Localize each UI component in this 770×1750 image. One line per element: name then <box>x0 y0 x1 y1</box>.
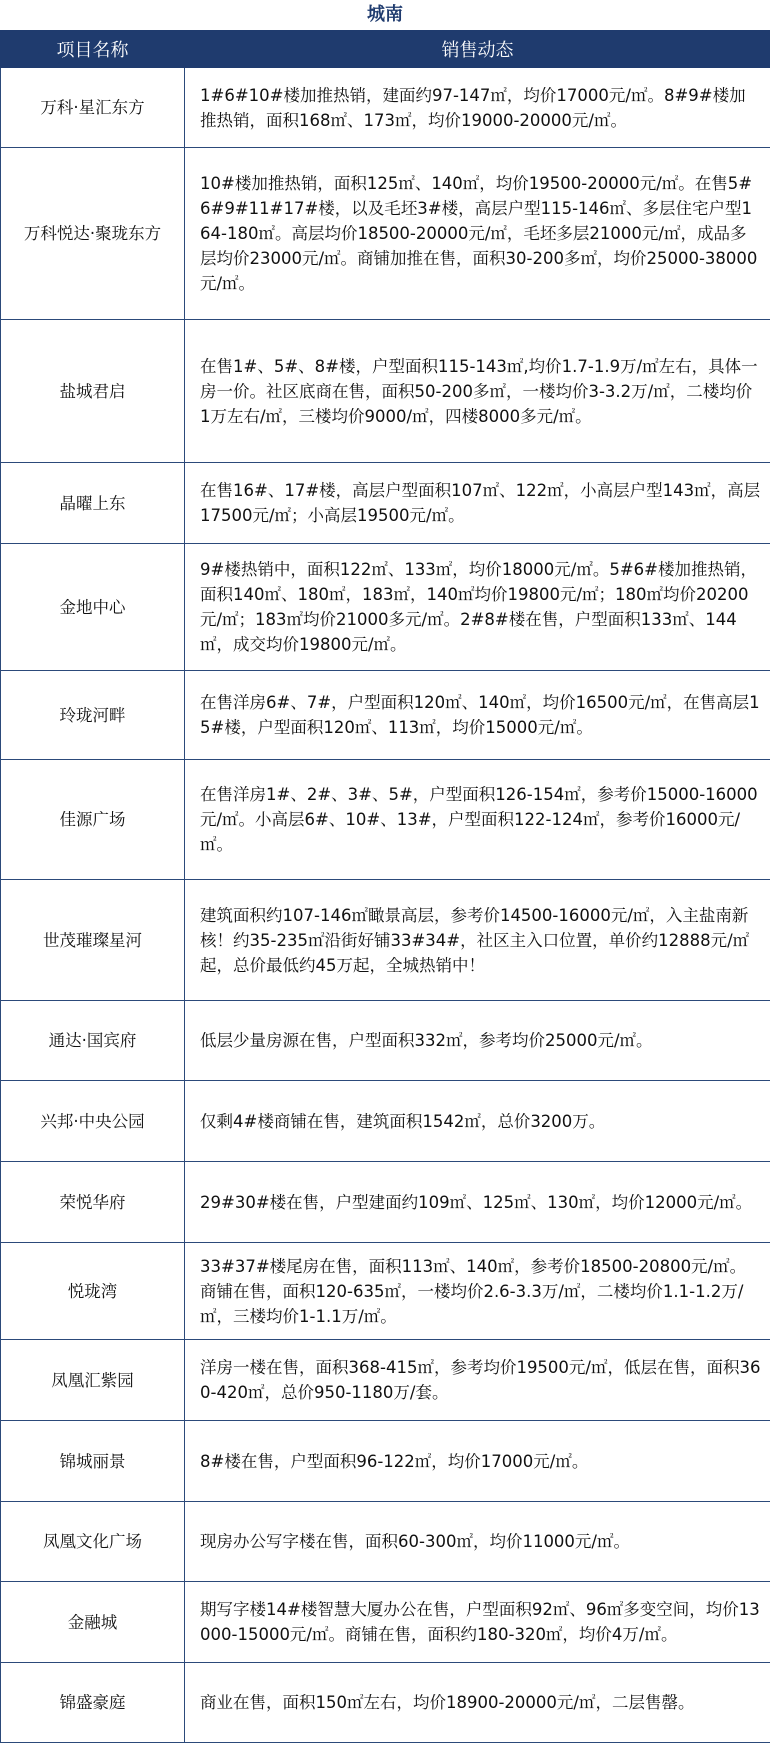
project-name-cell: 金地中心 <box>1 544 185 671</box>
table-row <box>1 1502 770 1582</box>
table-row <box>1 1243 770 1340</box>
sales-status-cell: 在售16#、17#楼，高层户型面积107㎡、122㎡，小高层户型143㎡，高层17500元/㎡；小高层19500元/㎡。 <box>185 463 770 544</box>
project-name-cell: 佳源广场 <box>1 760 185 880</box>
project-name-cell: 玲珑河畔 <box>1 671 185 760</box>
column-header-sales-status: 销售动态 <box>185 31 770 68</box>
sales-status-cell: 29#30#楼在售，户型建面约109㎡、125㎡、130㎡，均价12000元/㎡。 <box>185 1162 770 1243</box>
table-row <box>1 1421 770 1502</box>
table-row <box>1 1663 770 1743</box>
sales-status-cell: 仅剩4#楼商铺在售，建筑面积1542㎡，总价3200万。 <box>185 1081 770 1162</box>
table-header-row <box>1 31 770 68</box>
table-row <box>1 544 770 671</box>
table-row <box>1 880 770 1001</box>
sales-status-cell: 8#楼在售，户型面积96-122㎡，均价17000元/㎡。 <box>185 1421 770 1502</box>
table-row <box>1 1162 770 1243</box>
sales-table <box>0 30 770 1743</box>
table-row <box>1 671 770 760</box>
project-name-cell: 万科悦达·聚珑东方 <box>1 148 185 320</box>
table-row <box>1 320 770 463</box>
table-row <box>1 1001 770 1081</box>
table-row <box>1 1582 770 1663</box>
section-title: 城南 <box>0 0 770 30</box>
sales-status-cell: 33#37#楼尾房在售，面积113㎡、140㎡，参考价18500-20800元/㎡。商铺在售，面积120-635㎡，一楼均价2.6-3.3万/㎡，二楼均价1.1-1.2万/㎡，三楼均价1-1.1万/㎡。 <box>185 1243 770 1340</box>
project-name-cell: 锦城丽景 <box>1 1421 185 1502</box>
sales-status-cell: 商业在售，面积150㎡左右，均价18900-20000元/㎡，二层售罄。 <box>185 1663 770 1743</box>
project-name-cell: 悦珑湾 <box>1 1243 185 1340</box>
table-row <box>1 68 770 148</box>
sales-status-cell: 洋房一楼在售，面积368-415㎡，参考均价19500元/㎡，低层在售，面积360-420㎡，总价950-1180万/套。 <box>185 1340 770 1421</box>
sales-status-cell: 在售洋房6#、7#，户型面积120㎡、140㎡，均价16500元/㎡，在售高层15#楼，户型面积120㎡、113㎡，均价15000元/㎡。 <box>185 671 770 760</box>
table-row <box>1 463 770 544</box>
project-name-cell: 金融城 <box>1 1582 185 1663</box>
sales-status-cell: 期写字楼14#楼智慧大厦办公在售，户型面积92㎡、96㎡多变空间，均价13000-15000元/㎡。商铺在售，面积约180-320㎡，均价4万/㎡。 <box>185 1582 770 1663</box>
sales-status-cell: 9#楼热销中，面积122㎡、133㎡，均价18000元/㎡。5#6#楼加推热销，面积140㎡、180㎡，183㎡，140㎡均价19800元/㎡；180㎡均价20200元/㎡；183㎡均价21000多元/㎡。2#8#楼在售，户型面积133㎡、144㎡，成交均价19800元/㎡。 <box>185 544 770 671</box>
project-name-cell: 锦盛豪庭 <box>1 1663 185 1743</box>
table-row <box>1 760 770 880</box>
table-row <box>1 1081 770 1162</box>
sales-status-cell: 在售1#、5#、8#楼，户型面积115-143㎡,均价1.7-1.9万/㎡左右，具体一房一价。社区底商在售，面积50-200多㎡，一楼均价3-3.2万/㎡，二楼均价1万左右/㎡，三楼均价9000/㎡，四楼8000多元/㎡。 <box>185 320 770 463</box>
project-name-cell: 晶曜上东 <box>1 463 185 544</box>
sales-status-cell: 1#6#10#楼加推热销，建面约97-147㎡，均价17000元/㎡。8#9#楼加推热销，面积168㎡、173㎡，均价19000-20000元/㎡。 <box>185 68 770 148</box>
sales-status-cell: 建筑面积约107-146㎡瞰景高层，参考价14500-16000元/㎡，入主盐南新核！约35-235㎡沿街好铺33#34#，社区主入口位置，单价约12888元/㎡起，总价最低约45万起，全城热销中！ <box>185 880 770 1001</box>
sales-status-cell: 10#楼加推热销，面积125㎡、140㎡，均价19500-20000元/㎡。在售5#6#9#11#17#楼，以及毛坯3#楼，高层户型115-146㎡、多层住宅户型164-180㎡。高层均价18500-20000元/㎡，毛坯多层21000元/㎡，成品多层均价23000元/㎡。商铺加推在售，面积30-200多㎡，均价25000-38000元/㎡。 <box>185 148 770 320</box>
project-name-cell: 万科·星汇东方 <box>1 68 185 148</box>
sales-status-cell: 在售洋房1#、2#、3#、5#，户型面积126-154㎡，参考价15000-16000元/㎡。小高层6#、10#、13#，户型面积122-124㎡，参考价16000元/㎡。 <box>185 760 770 880</box>
project-name-cell: 凤凰汇紫园 <box>1 1340 185 1421</box>
column-header-project-name: 项目名称 <box>1 31 185 68</box>
project-name-cell: 世茂璀璨星河 <box>1 880 185 1001</box>
table-row <box>1 148 770 320</box>
sales-status-cell: 低层少量房源在售，户型面积332㎡，参考均价25000元/㎡。 <box>185 1001 770 1081</box>
project-name-cell: 荣悦华府 <box>1 1162 185 1243</box>
project-name-cell: 盐城君启 <box>1 320 185 463</box>
project-name-cell: 凤凰文化广场 <box>1 1502 185 1582</box>
table-row <box>1 1340 770 1421</box>
project-name-cell: 通达·国宾府 <box>1 1001 185 1081</box>
project-name-cell: 兴邦·中央公园 <box>1 1081 185 1162</box>
sales-status-cell: 现房办公写字楼在售，面积60-300㎡，均价11000元/㎡。 <box>185 1502 770 1582</box>
